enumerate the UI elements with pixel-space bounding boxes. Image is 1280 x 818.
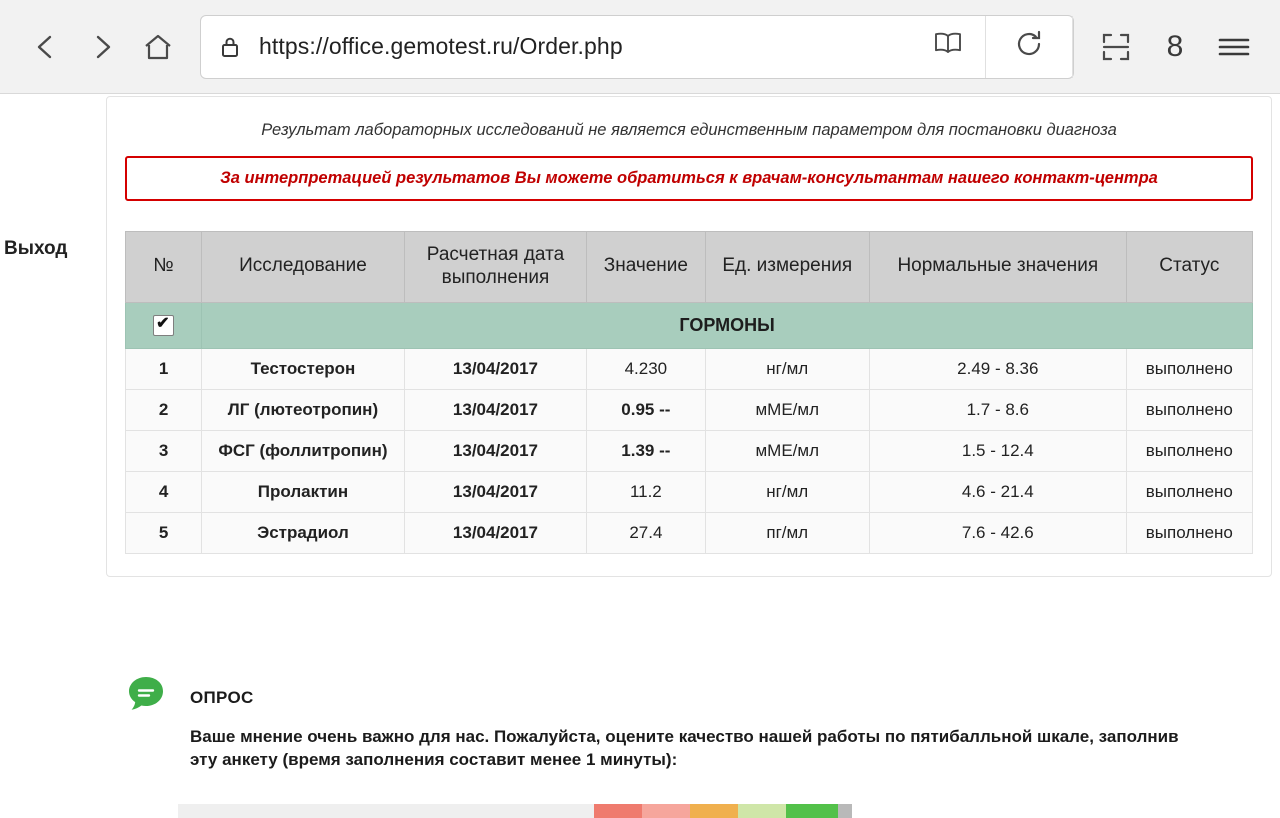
col-value: Значение [587, 232, 705, 303]
hamburger-menu-icon [1217, 33, 1251, 61]
row-number: 1 [126, 349, 202, 390]
chevron-left-icon [31, 32, 61, 62]
row-unit: мМЕ/мл [705, 431, 869, 472]
consultation-banner-text: За интерпретацией результатов Вы можете обратиться к врачам-консультантам нашего контакт-центра [220, 169, 1158, 187]
rating-swatch-7[interactable] [738, 804, 786, 818]
table-header-row [126, 232, 1253, 303]
row-unit: мМЕ/мл [705, 390, 869, 431]
group-checkbox-cell[interactable] [126, 302, 202, 349]
row-normal: 4.6 - 21.4 [869, 472, 1126, 513]
tab-count-button[interactable]: 8 [1166, 29, 1184, 63]
row-status: выполнено [1126, 513, 1252, 554]
rating-swatch-4[interactable] [594, 804, 642, 818]
group-checkbox[interactable] [153, 315, 174, 336]
logout-link[interactable]: Выход [4, 238, 68, 259]
row-study: ЛГ (лютеотропин) [202, 390, 405, 431]
browser-toolbar [0, 0, 1280, 94]
row-value: 1.39 -- [587, 431, 705, 472]
rating-strip[interactable] [178, 804, 852, 818]
back-button[interactable] [18, 19, 74, 75]
col-normal: Нормальные значения [869, 232, 1126, 303]
row-study: Тестостерон [202, 349, 405, 390]
results-table [125, 231, 1253, 554]
table-row [126, 513, 1253, 554]
row-status: выполнено [1126, 472, 1252, 513]
rating-swatch-3[interactable] [478, 804, 594, 818]
row-date: 13/04/2017 [404, 431, 586, 472]
address-bar[interactable] [200, 15, 1074, 79]
row-value: 11.2 [587, 472, 705, 513]
col-status: Статус [1126, 232, 1252, 303]
row-value: 4.230 [587, 349, 705, 390]
row-number: 5 [126, 513, 202, 554]
rating-swatch-8[interactable] [786, 804, 838, 818]
row-number: 2 [126, 390, 202, 431]
page-content [0, 94, 1280, 769]
reload-icon [1013, 28, 1045, 65]
table-row [126, 431, 1253, 472]
home-icon [142, 31, 174, 63]
row-date: 13/04/2017 [404, 349, 586, 390]
row-unit: пг/мл [705, 513, 869, 554]
row-unit: нг/мл [705, 472, 869, 513]
table-row [126, 390, 1253, 431]
results-card [106, 96, 1272, 577]
chat-bubble-icon [124, 672, 168, 716]
left-rail [0, 94, 106, 720]
row-value: 27.4 [587, 513, 705, 554]
scan-icon [1100, 31, 1132, 63]
col-number: № [126, 232, 202, 303]
row-status: выполнено [1126, 349, 1252, 390]
disclaimer-text: Результат лабораторных исследований не является единственным параметром для постановки диагноза [261, 121, 1117, 139]
row-number: 4 [126, 472, 202, 513]
table-group-row [126, 302, 1253, 349]
row-status: выполнено [1126, 390, 1252, 431]
lock-icon [201, 16, 259, 78]
row-study: Пролактин [202, 472, 405, 513]
table-row [126, 349, 1253, 390]
row-date: 13/04/2017 [404, 472, 586, 513]
consultation-banner [125, 156, 1253, 201]
row-number: 3 [126, 431, 202, 472]
col-date: Расчетная дата выполнения [404, 232, 586, 303]
rating-swatch-6[interactable] [690, 804, 738, 818]
group-label: ГОРМОНЫ [202, 302, 1253, 349]
menu-button[interactable] [1206, 19, 1262, 75]
url-text[interactable]: https://office.gemotest.ru/Order.php [259, 33, 623, 59]
survey-description: Ваше мнение очень важно для нас. Пожалуйста, оцените качество нашей работы по пятибалльной шкале, заполнив эту анкету (время заполнения составит менее 1 минуты): [190, 727, 1179, 769]
row-normal: 7.6 - 42.6 [869, 513, 1126, 554]
qr-scan-button[interactable] [1088, 19, 1144, 75]
chevron-right-icon [87, 32, 117, 62]
col-study: Исследование [202, 232, 405, 303]
row-status: выполнено [1126, 431, 1252, 472]
row-unit: нг/мл [705, 349, 869, 390]
row-date: 13/04/2017 [404, 513, 586, 554]
col-unit: Ед. измерения [705, 232, 869, 303]
reader-mode-button[interactable] [911, 16, 985, 78]
rating-swatch-5[interactable] [642, 804, 690, 818]
rating-swatch-9[interactable] [838, 804, 852, 818]
reload-button[interactable] [985, 16, 1073, 78]
book-icon [931, 31, 965, 62]
forward-button[interactable] [74, 19, 130, 75]
row-study: Эстрадиол [202, 513, 405, 554]
row-study: ФСГ (фоллитропин) [202, 431, 405, 472]
row-normal: 2.49 - 8.36 [869, 349, 1126, 390]
table-row [126, 472, 1253, 513]
row-normal: 1.5 - 12.4 [869, 431, 1126, 472]
rating-swatch-2[interactable] [328, 804, 478, 818]
rating-swatch-1[interactable] [178, 804, 328, 818]
home-button[interactable] [130, 19, 186, 75]
row-date: 13/04/2017 [404, 390, 586, 431]
row-normal: 1.7 - 8.6 [869, 390, 1126, 431]
survey-header [124, 672, 1254, 716]
row-value: 0.95 -- [587, 390, 705, 431]
chrome-right-controls [1088, 19, 1262, 75]
survey-title: ОПРОС [190, 688, 254, 707]
survey-section [106, 672, 1272, 772]
